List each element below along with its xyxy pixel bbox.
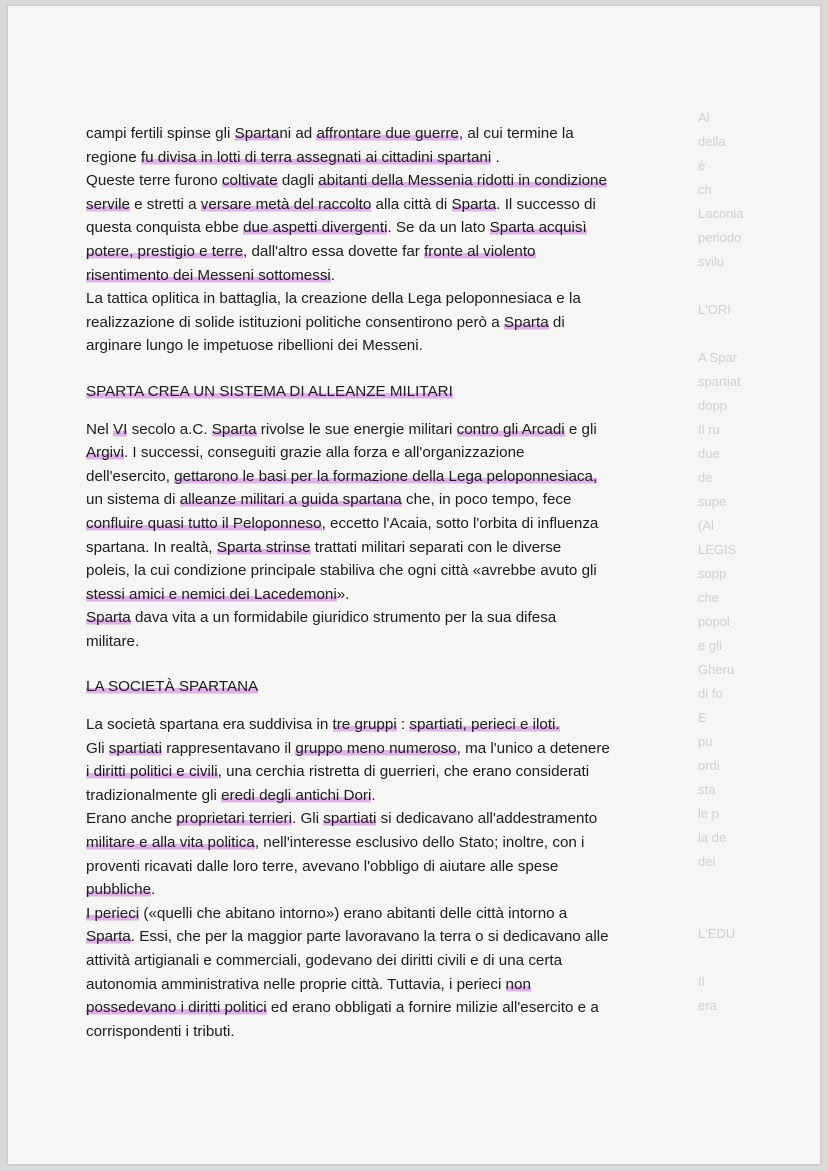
text-line: possedevano i diritti politici ed erano obbligati a fornire milizie all'esercito e a <box>86 999 599 1017</box>
text-line: LA SOCIETÀ SPARTANA <box>86 678 259 696</box>
text-line: i diritti politici e civili, una cerchia ristretta di guerrieri, che erano considerati <box>86 763 590 781</box>
text-line: poleis, la cui condizione principale stabiliva che ogni città «avrebbe avuto gli <box>86 562 597 580</box>
section-heading <box>86 380 711 404</box>
text-line: tradizionalmente gli eredi degli antichi Dori. <box>86 786 376 804</box>
text-line: Argivi. I successi, conseguiti grazie alla forza e all'organizzazione <box>86 444 525 462</box>
text-line: risentimento dei Messeni sottomessi. <box>86 266 336 284</box>
text-line: questa conquista ebbe due aspetti divergenti. Se da un lato Sparta acquisì <box>86 219 587 237</box>
text-line: realizzazione di solide istituzioni politiche consentirono però a Sparta di <box>86 313 565 331</box>
text-line: militare. <box>86 632 140 650</box>
text-line: servile e stretti a versare metà del raccolto alla città di Sparta. Il successo di <box>86 195 596 213</box>
section-heading <box>86 675 711 699</box>
paper-sheet <box>8 6 820 1164</box>
text-line: I perieci («quelli che abitano intorno») erano abitanti delle città intorno a <box>86 904 568 922</box>
text-line: autonomia amministrativa nelle proprie città. Tuttavia, i perieci non <box>86 975 531 993</box>
text-line: SPARTA CREA UN SISTEMA DI ALLEANZE MILITARI <box>86 382 453 400</box>
paragraph <box>86 418 711 654</box>
text-line: proventi ricavati dalle loro terre, avevano l'obbligo di aiutare alle spese <box>86 857 559 875</box>
text-line: arginare lungo le impetuose ribellioni dei Messeni. <box>86 337 423 355</box>
text-line: Sparta. Essi, che per la maggior parte lavoravano la terra o si dedicavano alle <box>86 928 609 946</box>
text-line: militare e alla vita politica, nell'interesse esclusivo dello Stato; inoltre, con i <box>86 834 585 852</box>
text-line: La società spartana era suddivisa in tre gruppi : spartiati, perieci e iloti. <box>86 716 560 734</box>
text-line: pubbliche. <box>86 881 156 899</box>
text-line: Sparta dava vita a un formidabile giuridico strumento per la sua difesa <box>86 609 557 627</box>
text-line: Gli spartiati rappresentavano il gruppo meno numeroso, ma l'unico a detenere <box>86 739 610 757</box>
text-line: La tattica oplitica in battaglia, la creazione della Lega peloponnesiaca e la <box>86 290 581 308</box>
text-line: confluire quasi tutto il Peloponneso, eccetto l'Acaia, sotto l'orbita di influenza <box>86 514 599 532</box>
text-line: Queste terre furono coltivate dagli abitanti della Messenia ridotti in condizione <box>86 172 607 190</box>
text-line: corrispondenti i tributi. <box>86 1022 235 1040</box>
text-line: potere, prestigio e terre, dall'altro essa dovette far fronte al violento <box>86 242 536 260</box>
paragraph <box>86 122 711 358</box>
text-line: spartana. In realtà, Sparta strinse trattati militari separati con le diverse <box>86 538 562 556</box>
document-body <box>86 122 711 1043</box>
text-line: campi fertili spinse gli Spartani ad affrontare due guerre, al cui termine la <box>86 125 574 142</box>
text-line: Erano anche proprietari terrieri. Gli spartiati si dedicavano all'addestramento <box>86 810 598 828</box>
text-line: Nel VI secolo a.C. Sparta rivolse le sue energie militari contro gli Arcadi e gli <box>86 420 597 438</box>
text-line: dell'esercito, gettarono le basi per la formazione della Lega peloponnesiaca, <box>86 467 598 485</box>
paragraph <box>86 713 711 1043</box>
text-line: un sistema di alleanze militari a guida spartana che, in poco tempo, fece <box>86 491 572 509</box>
text-line: stessi amici e nemici dei Lacedemoni». <box>86 585 350 603</box>
bleed-through-text: Al della è ch Laconia periodo svilu L'ORI A Spar spartiat dopp Il ru due de supe (Al LEGIS sopp che popol e gli Gheru di fo E pu ordi sta le p la de dei L'EDU Il era <box>698 110 744 1013</box>
text-line: attività artigianali e commerciali, godevano dei diritti civili e di una certa <box>86 952 563 969</box>
text-line: regione fu divisa in lotti di terra assegnati ai cittadini spartani . <box>86 148 500 166</box>
